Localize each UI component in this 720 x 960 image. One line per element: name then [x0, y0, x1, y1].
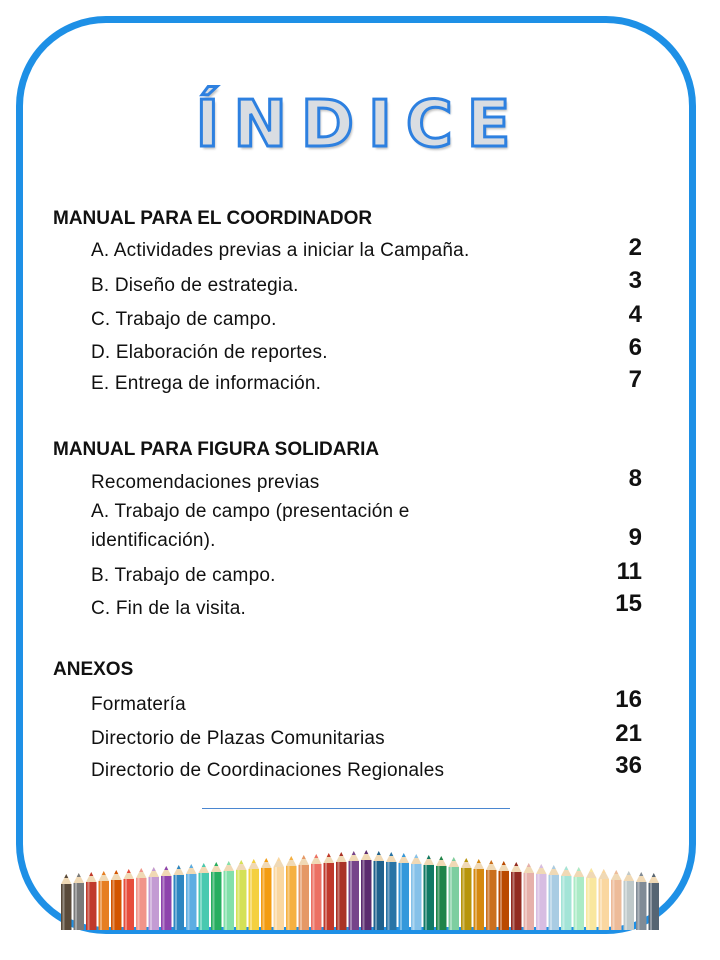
- pencil-shape: [474, 859, 485, 930]
- pencil-shape: [136, 868, 147, 930]
- pencil-shape: [461, 858, 472, 930]
- pencil-shape: [499, 861, 510, 930]
- toc-entry-label: C. Trabajo de campo.: [91, 309, 277, 330]
- toc-entry-page: 8: [628, 465, 642, 492]
- pencil-shape: [336, 852, 347, 930]
- toc-entry-label: D. Elaboración de reportes.: [91, 342, 328, 363]
- pencil-shape: [224, 861, 235, 930]
- pencil-shape: [411, 854, 422, 930]
- pencil-shape: [574, 867, 585, 930]
- toc-entry-label: Directorio de Coordinaciones Regionales: [91, 760, 445, 781]
- pencil-shape: [361, 850, 372, 930]
- toc-entry-page: 36: [615, 752, 642, 779]
- pencil-shape: [386, 852, 397, 930]
- pencil-shape: [511, 862, 522, 930]
- page-title: ÍNDICE: [195, 88, 525, 162]
- pencil-shape: [399, 853, 410, 930]
- toc-entry-label: A. Trabajo de campo (presentación e identificación).: [91, 501, 410, 551]
- pencil-shape: [211, 862, 222, 930]
- pencil-shape: [599, 869, 610, 930]
- toc-entry-page: 4: [628, 301, 642, 328]
- pencil-shape: [286, 856, 297, 930]
- pencil-shape: [586, 868, 597, 930]
- pencil-shape: [199, 863, 210, 930]
- toc-entry-page: 3: [628, 267, 642, 294]
- section-heading-coordinador: MANUAL PARA EL COORDINADOR: [53, 208, 373, 229]
- pencil-shape: [349, 851, 360, 930]
- pencil-shape: [299, 855, 310, 930]
- toc-entry-page: 7: [628, 366, 642, 393]
- toc-entry-label: E. Entrega de información.: [91, 373, 322, 394]
- pencil-shape: [274, 857, 285, 930]
- pencil-shape: [99, 871, 110, 930]
- pencil-shape: [324, 853, 335, 930]
- pencil-shape: [549, 865, 560, 930]
- toc-entry-page: 15: [615, 590, 642, 617]
- pencil-shape: [536, 864, 547, 930]
- toc-entry-label: Directorio de Plazas Comunitarias: [91, 728, 385, 749]
- pencil-shape: [374, 851, 385, 930]
- pencil-shape: [186, 864, 197, 930]
- toc-entry-page: 11: [616, 558, 642, 585]
- toc-entry-page: 21: [615, 720, 642, 747]
- toc-entry-page: 9: [628, 524, 642, 551]
- divider-line: [202, 808, 510, 809]
- pencil-shape: [624, 871, 635, 930]
- section-heading-figura-solidaria: MANUAL PARA FIGURA SOLIDARIA: [53, 439, 380, 460]
- toc-entry-label: Formatería: [91, 694, 186, 715]
- toc-entry-label: C. Fin de la visita.: [91, 598, 246, 619]
- toc-entry-label: A. Actividades previas a iniciar la Campaña.: [91, 240, 470, 261]
- pencil-shape: [149, 867, 160, 930]
- pencil-shape: [449, 857, 460, 930]
- pencil-shape: [636, 872, 647, 930]
- toc-entry-label: B. Trabajo de campo.: [91, 565, 276, 586]
- section-heading-anexos: ANEXOS: [53, 659, 134, 680]
- pencil-shape: [111, 870, 122, 930]
- pencil-shape: [524, 863, 535, 930]
- pencil-shape: [611, 870, 622, 930]
- colored-pencils-illustration: [60, 840, 660, 930]
- pencil-shape: [561, 866, 572, 930]
- pencil-shape: [61, 874, 72, 930]
- pencil-shape: [249, 859, 260, 930]
- pencil-shape: [486, 860, 497, 930]
- toc-entry-label: Recomendaciones previas: [91, 472, 320, 493]
- pencil-shape: [86, 872, 97, 930]
- toc-entry-label: B. Diseño de estrategia.: [91, 275, 299, 296]
- pencil-shape: [261, 858, 272, 930]
- toc-entry-page: 16: [615, 686, 642, 713]
- pencil-shape: [174, 865, 185, 930]
- pencil-shape: [161, 866, 172, 930]
- pencil-shape: [649, 873, 660, 930]
- pencil-shape: [311, 854, 322, 930]
- pencil-shape: [236, 860, 247, 930]
- toc-entry-page: 6: [628, 334, 642, 361]
- pencil-shape: [74, 873, 85, 930]
- toc-entry-page: 2: [628, 234, 642, 261]
- pencil-shape: [124, 869, 135, 930]
- pencil-shape: [424, 855, 435, 930]
- pencil-shape: [436, 856, 447, 930]
